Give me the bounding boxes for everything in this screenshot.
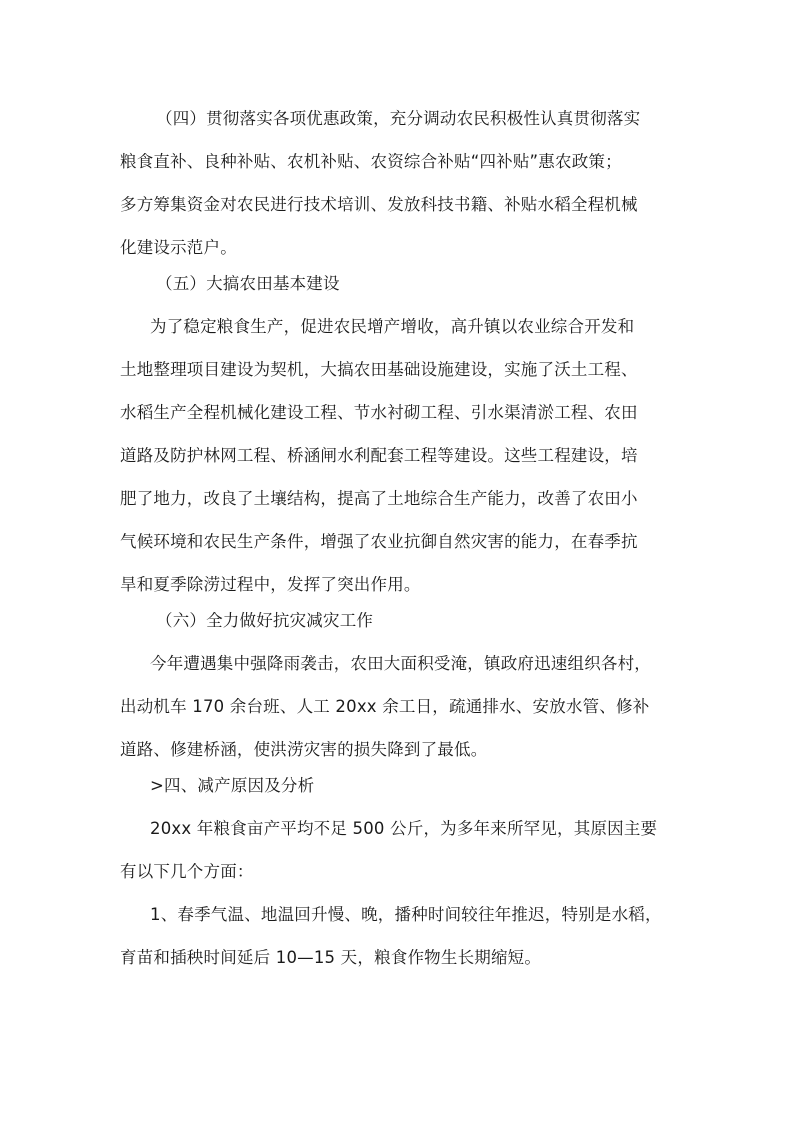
paragraph-5-line-4: 道路及防护林网工程、桥涵闸水利配套工程等建设。这些工程建设，培	[120, 446, 638, 465]
paragraph-4-line-2: 粮食直补、良种补贴、农机补贴、农资综合补贴“四补贴”惠农政策；	[120, 152, 622, 171]
section-heading-6: （六）全力做好抗灾减灾工作	[156, 611, 374, 630]
paragraph-5-line-3: 水稻生产全程机械化建设工程、节水衬砌工程、引水渠清淤工程、农田	[120, 403, 638, 422]
paragraph-6-line-3: 道路、修建桥涵，使洪涝灾害的损失降到了最低。	[120, 740, 488, 759]
paragraph-5-line-5: 肥了地力，改良了土壤结构，提高了土地综合生产能力，改善了农田小	[120, 489, 638, 508]
section-heading-4-reasons: >四、减产原因及分析	[150, 776, 315, 795]
paragraph-6-line-2: 出动机车 170 余台班、人工 20xx 余工日，疏通排水、安放水管、修补	[120, 697, 650, 716]
item-1-line-1: 1、春季气温、地温回升慢、晚，播种时间较往年推迟，特别是水稻，	[150, 905, 662, 924]
paragraph-5-line-1: 为了稳定粮食生产，促进农民增产增收，高升镇以农业综合开发和	[150, 317, 635, 336]
paragraph-4-line-1: （四）贯彻落实各项优惠政策，充分调动农民积极性认真贯彻落实	[156, 109, 641, 128]
paragraph-reasons-line-2: 有以下几个方面：	[120, 862, 254, 881]
paragraph-5-line-2: 土地整理项目建设为契机，大搞农田基础设施建设，实施了沃土工程、	[120, 360, 638, 379]
item-1-line-2: 育苗和插秧时间延后 10—15 天，粮食作物生长期缩短。	[120, 948, 542, 967]
paragraph-reasons-line-1: 20xx 年粮食亩产平均不足 500 公斤，为多年来所罕见，其原因主要	[150, 819, 658, 838]
paragraph-4-line-3: 多方筹集资金对农民进行技术培训、发放科技书籍、补贴水稻全程机械	[120, 195, 638, 214]
paragraph-6-line-1: 今年遭遇集中强降雨袭击，农田大面积受淹，镇政府迅速组织各村，	[150, 654, 651, 673]
paragraph-4-line-4: 化建设示范户。	[120, 238, 237, 257]
paragraph-5-line-6: 气候环境和农民生产条件，增强了农业抗御自然灾害的能力，在春季抗	[120, 532, 638, 551]
paragraph-5-line-7: 旱和夏季除涝过程中，发挥了突出作用。	[120, 575, 421, 594]
section-heading-5: （五）大搞农田基本建设	[156, 274, 340, 293]
